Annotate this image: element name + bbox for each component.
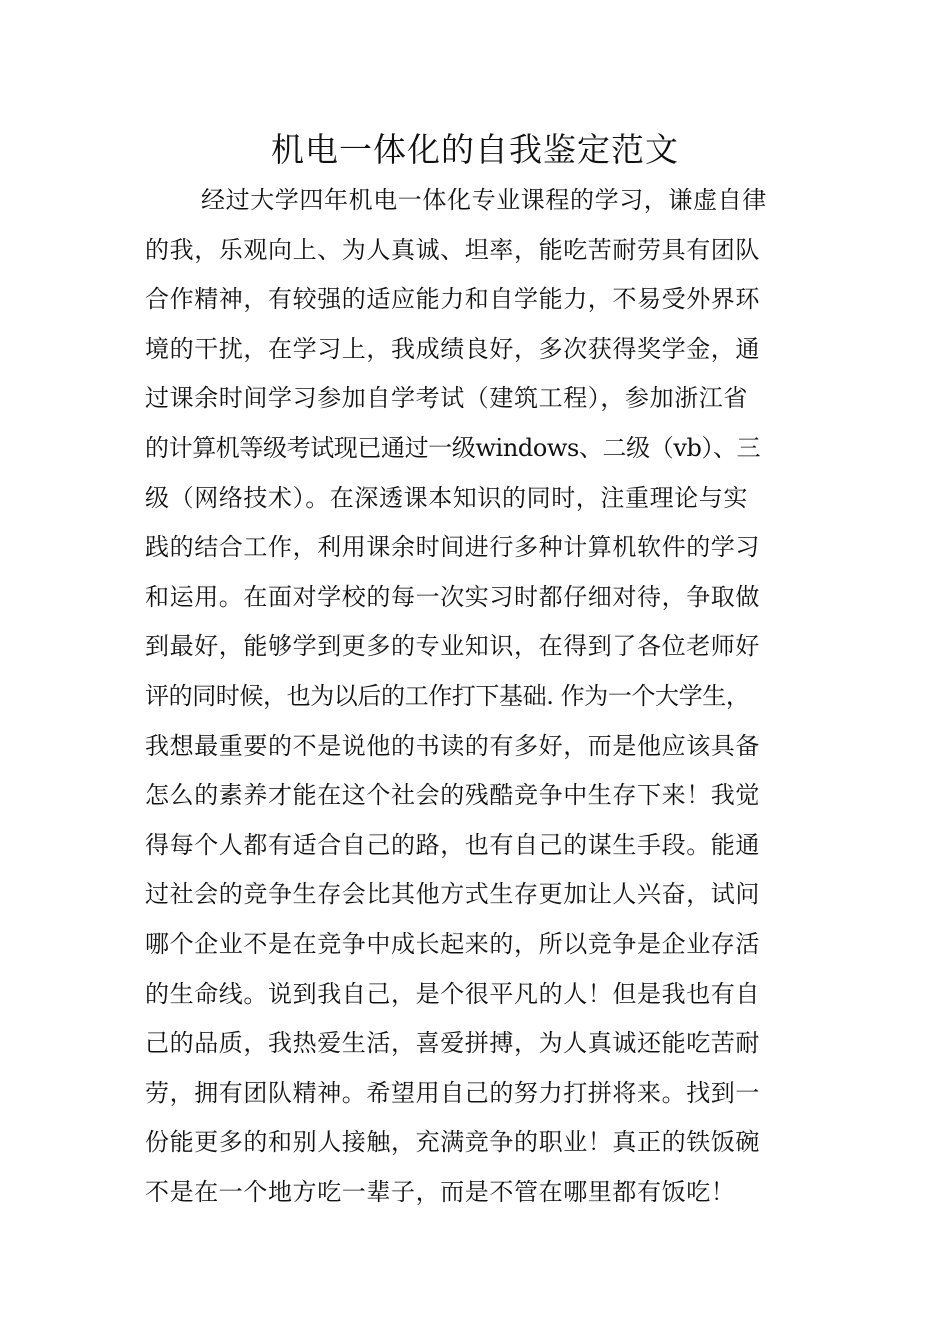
body-line: 份能更多的和别人接触，充满竞争的职业！真正的铁饭碗 <box>145 1128 760 1157</box>
body-line: 不是在一个地方吃一辈子，而是不管在哪里都有饭吃！ <box>145 1177 736 1206</box>
body-line: 己的品质，我热爱生活，喜爱拼搏，为人真诚还能吃苦耐 <box>145 1029 760 1058</box>
body-line: 合作精神，有较强的适应能力和自学能力，不易受外界环 <box>145 285 760 314</box>
body-line: 境的干扰，在学习上，我成绩良好，多次获得奖学金，通 <box>145 334 760 363</box>
document-body <box>145 176 815 1217</box>
body-line: 怎么的素养才能在这个社会的残酷竞争中生存下来！我觉 <box>145 781 760 810</box>
body-line: 过社会的竞争生存会比其他方式生存更加让人兴奋，试问 <box>145 880 760 909</box>
body-line: 的我，乐观向上、为人真诚、坦率，能吃苦耐劳具有团队 <box>145 235 760 264</box>
body-line: 得每个人都有适合自己的路，也有自己的谋生手段。能通 <box>145 830 760 859</box>
body-line: 的计算机等级考试现已通过一级windows、二级（vb）、三 <box>145 433 761 462</box>
body-line: 劳，拥有团队精神。希望用自己的努力打拼将来。找到一 <box>145 1078 760 1107</box>
body-line: 的生命线。说到我自己，是个很平凡的人！但是我也有自 <box>145 979 760 1008</box>
body-line: 级（网络技术）。在深透课本知识的同时，注重理论与实 <box>145 483 748 512</box>
body-line: 过课余时间学习参加自学考试（建筑工程），参加浙江省 <box>145 384 748 413</box>
body-line: 和运用。在面对学校的每一次实习时都仔细对待，争取做 <box>145 582 760 611</box>
document-title: 机电一体化的自我鉴定范文 <box>271 130 679 169</box>
body-line: 哪个企业不是在竞争中成长起来的，所以竞争是企业存活 <box>145 929 760 958</box>
body-line: 到最好，能够学到更多的专业知识，在得到了各位老师好 <box>145 632 760 661</box>
body-line: 践的结合工作，利用课余时间进行多种计算机软件的学习 <box>145 533 760 562</box>
body-line: 评的同时候，也为以后的工作打下基础. 作为一个大学生， <box>145 681 750 710</box>
body-line: 我想最重要的不是说他的书读的有多好，而是他应该具备 <box>145 731 760 760</box>
body-line: 经过大学四年机电一体化专业课程的学习，谦虚自律 <box>201 186 767 214</box>
